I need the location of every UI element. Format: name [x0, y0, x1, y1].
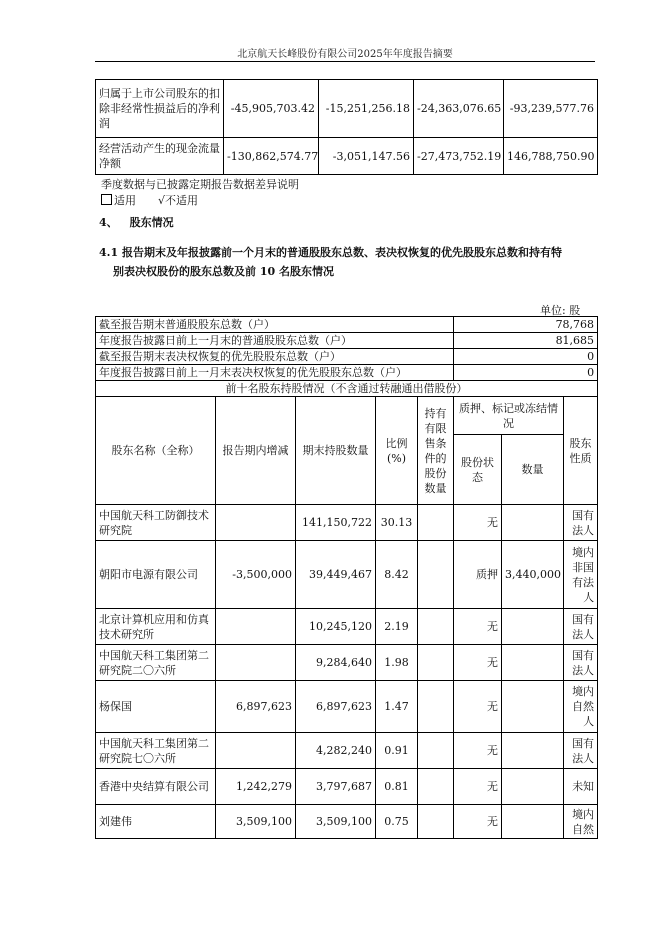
holder-pledge-qty — [502, 769, 564, 805]
holder-nature: 国有法人 — [564, 505, 598, 541]
holder-change: 1,242,279 — [216, 769, 296, 805]
q2-value: -15,251,256.18 — [319, 80, 414, 138]
holder-nature: 国有法人 — [564, 645, 598, 681]
quarter-difference-note: 季度数据与已披露定期报告数据差异说明 — [101, 178, 299, 191]
option-not-apply: √不适用 — [158, 194, 199, 207]
holder-pledge-status: 无 — [454, 645, 502, 681]
holder-name: 朝阳市电源有限公司 — [96, 541, 216, 609]
applicability-choice — [101, 192, 198, 208]
table-row — [96, 609, 598, 645]
holder-pledge-qty: 3,440,000 — [502, 541, 564, 609]
section-title: 股东情况 — [129, 216, 174, 229]
holder-change: -3,500,000 — [216, 541, 296, 609]
shareholder-table — [95, 316, 598, 839]
holder-name: 杨保国 — [96, 681, 216, 733]
holder-shares: 9,284,640 — [296, 645, 376, 681]
q2-value: -3,051,147.56 — [319, 138, 414, 175]
q3-value: -24,363,076.65 — [414, 80, 504, 138]
holder-restricted — [418, 505, 454, 541]
q4-value: -93,239,577.76 — [504, 80, 598, 138]
summary-label: 截至报告期末表决权恢复的优先股股东总数（户） — [96, 349, 454, 365]
holder-name: 中国航天科工集团第二研究院七〇六所 — [96, 733, 216, 769]
top10-title-row — [96, 381, 598, 397]
summary-row — [96, 333, 598, 349]
summary-label: 年度报告披露日前上一月末表决权恢复的优先股股东总数（户） — [96, 365, 454, 381]
q4-value: 146,788,750.90 — [504, 138, 598, 175]
holder-pledge-status: 无 — [454, 505, 502, 541]
holder-change — [216, 609, 296, 645]
holder-pledge-qty — [502, 805, 564, 839]
holder-pledge-status: 无 — [454, 609, 502, 645]
holder-ratio: 0.81 — [376, 769, 418, 805]
section-4-1-line1: 4.1 报告期末及年报披露前一个月末的普通股股东总数、表决权恢复的优先股股东总数和持有特 — [99, 246, 562, 259]
holder-ratio: 1.47 — [376, 681, 418, 733]
holder-ratio: 2.19 — [376, 609, 418, 645]
col-header-name: 股东名称（全称） — [96, 397, 216, 505]
section-4-heading — [99, 214, 174, 230]
holder-change: 6,897,623 — [216, 681, 296, 733]
holder-pledge-status: 质押 — [454, 541, 502, 609]
holder-nature: 未知 — [564, 769, 598, 805]
summary-label: 截至报告期末普通股股东总数（户） — [96, 317, 454, 333]
holder-pledge-status: 无 — [454, 681, 502, 733]
table-row — [96, 80, 598, 138]
table-row — [96, 681, 598, 733]
holder-name: 中国航天科工防御技术研究院 — [96, 505, 216, 541]
section-4-1-heading — [99, 243, 597, 281]
holder-pledge-status: 无 — [454, 805, 502, 839]
holder-change — [216, 505, 296, 541]
section-number: 4、 — [99, 216, 118, 229]
holder-pledge-qty — [502, 609, 564, 645]
col-header-pledge-qty: 数量 — [502, 435, 564, 505]
summary-label: 年度报告披露日前上一月末的普通股股东总数（户） — [96, 333, 454, 349]
holder-change: 3,509,100 — [216, 805, 296, 839]
holder-shares: 10,245,120 — [296, 609, 376, 645]
row-label: 经营活动产生的现金流量净额 — [96, 138, 224, 175]
holder-restricted — [418, 681, 454, 733]
holder-nature: 国有法人 — [564, 609, 598, 645]
holder-restricted — [418, 805, 454, 839]
holder-restricted — [418, 733, 454, 769]
holder-shares: 4,282,240 — [296, 733, 376, 769]
row-label: 归属于上市公司股东的扣除非经常性损益后的净利润 — [96, 80, 224, 138]
table-row — [96, 138, 598, 175]
holder-name: 中国航天科工集团第二研究院二〇六所 — [96, 645, 216, 681]
table-row — [96, 733, 598, 769]
col-header-pledge-status: 股份状态 — [454, 435, 502, 505]
holder-ratio: 0.91 — [376, 733, 418, 769]
holder-shares: 3,797,687 — [296, 769, 376, 805]
holder-shares: 141,150,722 — [296, 505, 376, 541]
holder-nature: 国有法人 — [564, 733, 598, 769]
summary-value: 0 — [454, 349, 598, 365]
table-row — [96, 505, 598, 541]
holder-restricted — [418, 609, 454, 645]
header-rule — [95, 61, 595, 62]
holder-name: 北京计算机应用和仿真技术研究所 — [96, 609, 216, 645]
checkbox-icon — [101, 194, 112, 205]
summary-value: 78,768 — [454, 317, 598, 333]
q3-value: -27,473,752.19 — [414, 138, 504, 175]
q1-value: -130,862,574.77 — [224, 138, 319, 175]
holder-ratio: 8.42 — [376, 541, 418, 609]
column-header-row — [96, 397, 598, 435]
section-4-1-line2: 别表决权股份的股东总数及前 10 名股东情况 — [113, 265, 334, 278]
holder-restricted — [418, 541, 454, 609]
col-header-shares: 期末持股数量 — [296, 397, 376, 505]
holder-ratio: 1.98 — [376, 645, 418, 681]
holder-shares: 39,449,467 — [296, 541, 376, 609]
summary-row — [96, 349, 598, 365]
summary-row — [96, 317, 598, 333]
holder-pledge-qty — [502, 645, 564, 681]
holder-change — [216, 645, 296, 681]
table-row — [96, 541, 598, 609]
col-header-ratio: 比例(%) — [376, 397, 418, 505]
col-header-change: 报告期内增减 — [216, 397, 296, 505]
quarterly-data-table — [95, 79, 598, 175]
summary-value: 0 — [454, 365, 598, 381]
holder-restricted — [418, 645, 454, 681]
col-header-pledge-group: 质押、标记或冻结情况 — [454, 397, 564, 435]
holder-nature: 境内非国有法人 — [564, 541, 598, 609]
unit-label: 单位: 股 — [540, 304, 581, 317]
holder-nature: 境内自然人 — [564, 681, 598, 733]
table-row — [96, 769, 598, 805]
holder-restricted — [418, 769, 454, 805]
option-apply: 适用 — [114, 194, 136, 207]
holder-pledge-qty — [502, 681, 564, 733]
col-header-nature: 股东性质 — [564, 397, 598, 505]
holder-shares: 3,509,100 — [296, 805, 376, 839]
page-header: 北京航天长峰股份有限公司2025年年度报告摘要 — [237, 49, 453, 60]
summary-row — [96, 365, 598, 381]
summary-value: 81,685 — [454, 333, 598, 349]
table-row — [96, 645, 598, 681]
q1-value: -45,905,703.42 — [224, 80, 319, 138]
holder-name: 刘建伟 — [96, 805, 216, 839]
holder-ratio: 0.75 — [376, 805, 418, 839]
holder-change — [216, 733, 296, 769]
holder-pledge-qty — [502, 505, 564, 541]
holder-pledge-qty — [502, 733, 564, 769]
holder-pledge-status: 无 — [454, 733, 502, 769]
top10-title: 前十名股东持股情况（不含通过转融通出借股份） — [96, 381, 598, 397]
table-row — [96, 805, 598, 839]
holder-ratio: 30.13 — [376, 505, 418, 541]
holder-nature: 境内自然 — [564, 805, 598, 839]
col-header-restricted: 持有有限售条件的股份数量 — [418, 397, 454, 505]
holder-name: 香港中央结算有限公司 — [96, 769, 216, 805]
holder-pledge-status: 无 — [454, 769, 502, 805]
holder-shares: 6,897,623 — [296, 681, 376, 733]
